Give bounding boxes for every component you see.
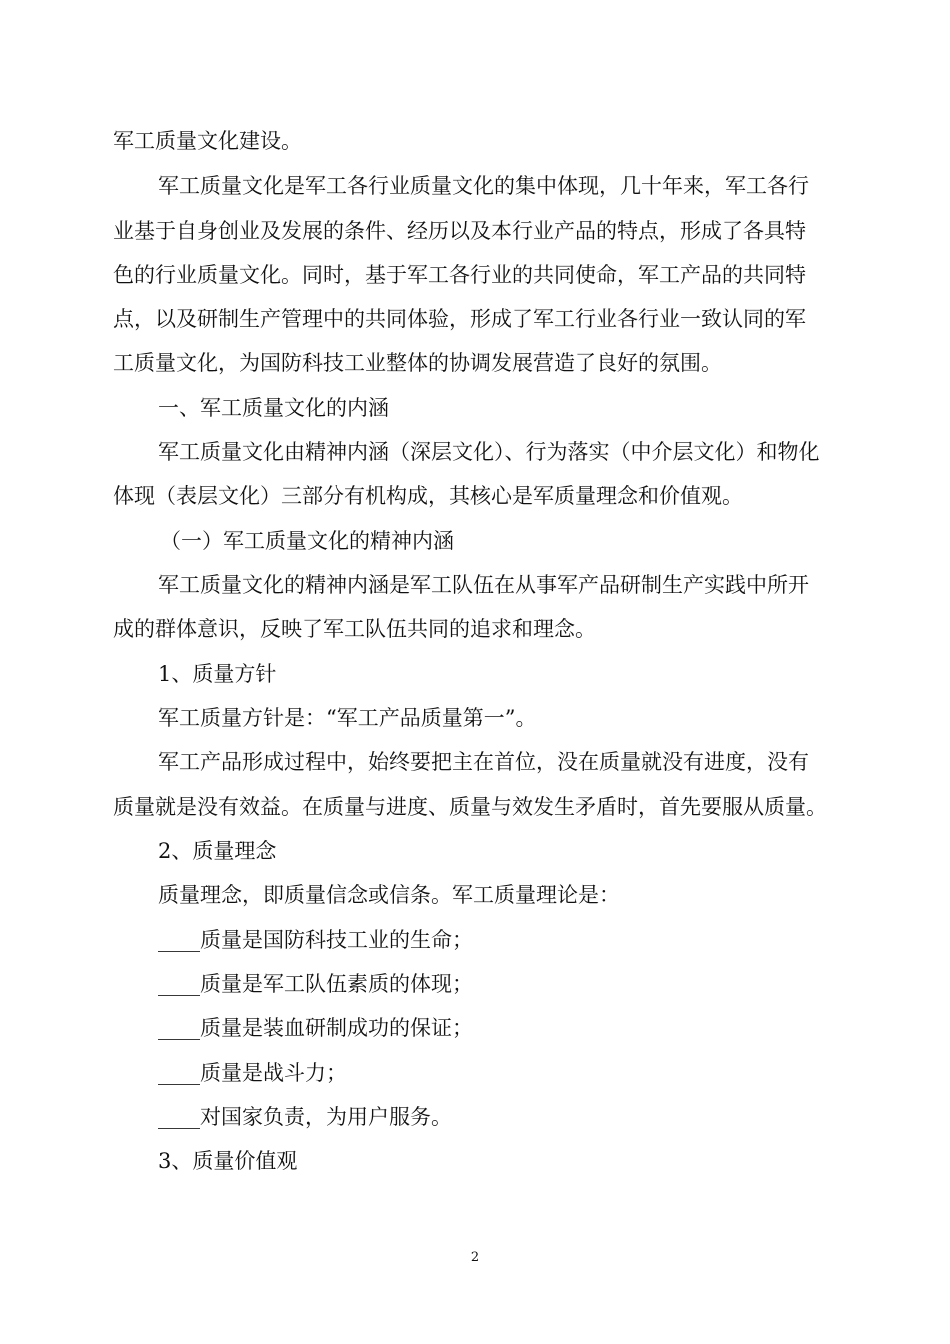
paragraph-line: 质量理念，即质量信念或信条。军工质量理论是：: [158, 883, 620, 907]
paragraph-line: 军工质量文化由精神内涵（深层文化）、行为落实（中介层文化）和物化: [158, 440, 820, 464]
paragraph-line: 军工质量方针是：“军工产品质量第一”。: [158, 706, 537, 730]
paragraph-line: 军工质量文化的精神内涵是军工队伍在从事军产品研制生产实践中所开: [158, 573, 809, 597]
item-heading: 2、质量理念: [158, 839, 277, 863]
paragraph-line: 体现（表层文化）三部分有机构成，其核心是军质量理念和价值观。: [113, 484, 743, 508]
list-item: ____质量是军工队伍素质的体现；: [158, 972, 473, 996]
item-heading: 1、质量方针: [158, 662, 277, 686]
paragraph-line: 色的行业质量文化。同时，基于军工各行业的共同使命，军工产品的共同特: [113, 263, 806, 287]
section-heading: 一、军工质量文化的内涵: [158, 396, 389, 420]
paragraph-line: 军工质量文化建设。: [113, 129, 302, 153]
paragraph-line: 质量就是没有效益。在质量与进度、质量与效发生矛盾时，首先要服从质量。: [113, 795, 827, 819]
paragraph-line: 工质量文化，为国防科技工业整体的协调发展营造了良好的氛围。: [113, 351, 722, 375]
paragraph-line: 成的群体意识，反映了军工队伍共同的追求和理念。: [113, 617, 596, 641]
paragraph-line: 军工质量文化是军工各行业质量文化的集中体现，几十年来，军工各行: [158, 174, 809, 198]
paragraph-line: 军工产品形成过程中，始终要把主在首位，没在质量就没有进度，没有: [158, 750, 809, 774]
list-item: ____对国家负责，为用户服务。: [158, 1105, 452, 1129]
item-heading: 3、质量价值观: [158, 1149, 298, 1173]
list-item: ____质量是国防科技工业的生命；: [158, 928, 473, 952]
paragraph-line: 点，以及研制生产管理中的共同体验，形成了军工行业各行业一致认同的军: [113, 307, 806, 331]
page-number: 2: [470, 1250, 480, 1265]
list-item: ____质量是战斗力；: [158, 1061, 347, 1085]
subsection-heading: （一）军工质量文化的精神内涵: [160, 529, 454, 553]
list-item: ____质量是装血研制成功的保证；: [158, 1016, 473, 1040]
paragraph-line: 业基于自身创业及发展的条件、经历以及本行业产品的特点，形成了各具特: [113, 219, 806, 243]
